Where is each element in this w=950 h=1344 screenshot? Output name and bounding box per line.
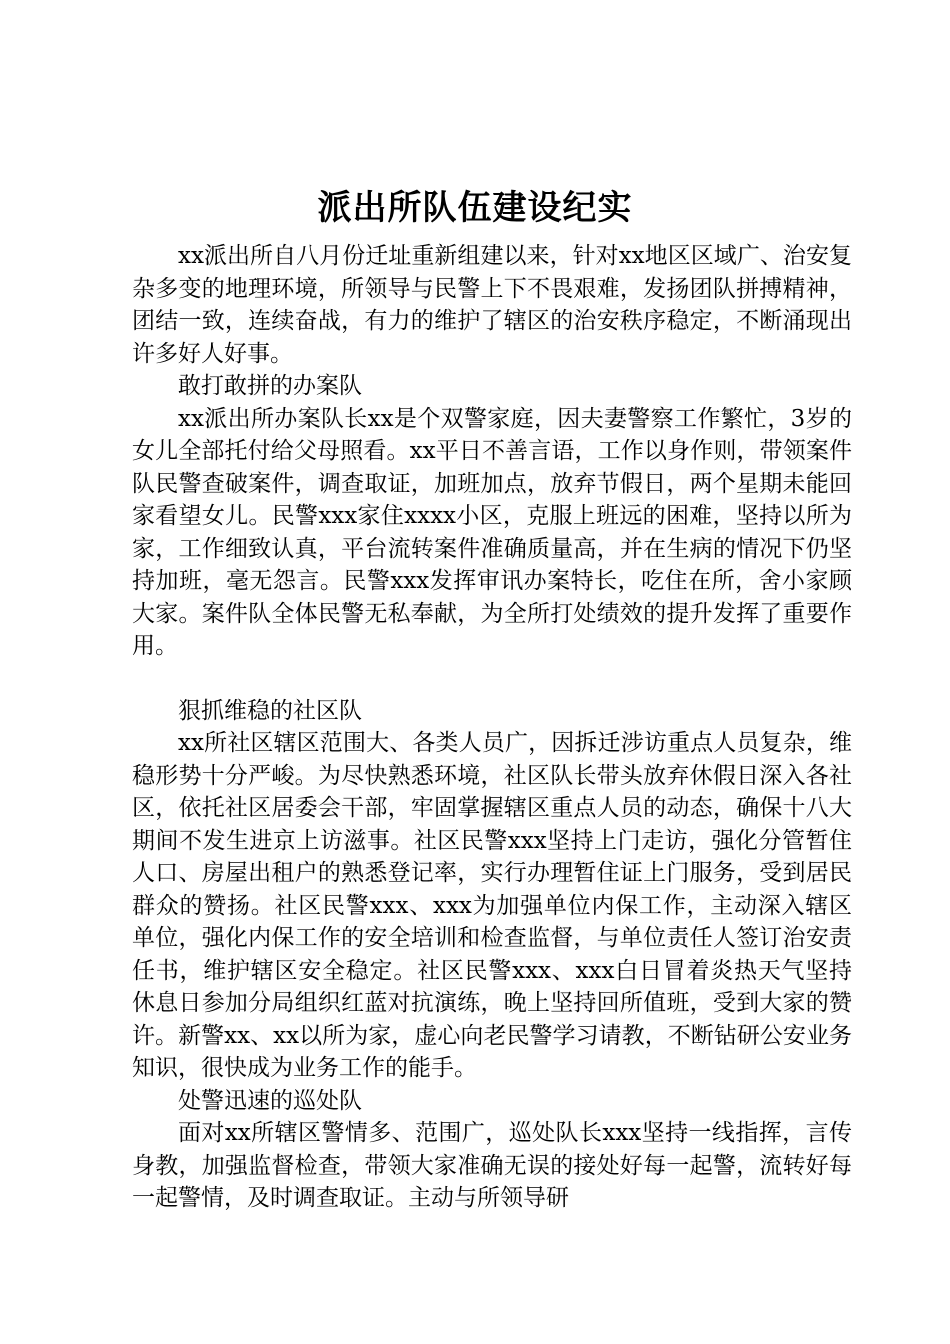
document-title: 派出所队伍建设纪实: [317, 188, 633, 228]
section-paragraph-patrol-team: 面对xx所辖区警情多、范围广，巡处队长xxx坚持一线指挥，言传身教，加强监督检查，带领大家准确无误的接处好每一起警，流转好每一起警情，及时调查取证。主动与所领导研: [132, 1120, 852, 1211]
section-paragraph-case-team: xx派出所办案队长xx是个双警家庭，因夫妻警察工作繁忙，3岁的女儿全部托付给父母照看。xx平日不善言语，工作以身作则，带领案件队民警查破案件，调查取证，加班加点，放弃节假日，两个星期未能回家看望女儿。民警xxx家住xxxx小区，克服上班远的困难，坚持以所为家，工作细致认真，平台流转案件准确质量高，并在生病的情况下仍坚持加班，毫无怨言。民警xxx发挥审讯办案特长，吃住在所，舍小家顾大家。案件队全体民警无私奉献，为全所打处绩效的提升发挥了重要作用。: [132, 405, 852, 659]
document-body: [132, 240, 852, 1215]
section-heading-case-team: 敢打敢拼的办案队: [178, 373, 362, 399]
blank-line: [132, 663, 852, 695]
intro-paragraph: xx派出所自八月份迁址重新组建以来，针对xx地区区域广、治安复杂多变的地理环境，所领导与民警上下不畏艰难，发扬团队拼搏精神，团结一致，连续奋战，有力的维护了辖区的治安秩序稳定，不断涌现出许多好人好事。: [132, 243, 852, 367]
section-heading-patrol-team: 处警迅速的巡处队: [178, 1087, 362, 1114]
section-heading-community-team: 狠抓维稳的社区队: [178, 697, 362, 724]
section-paragraph-community-team: xx所社区辖区范围大、各类人员广，因拆迁涉访重点人员复杂，维稳形势十分严峻。为尽快熟悉环境，社区队长带头放弃休假日深入各社区，依托社区居委会干部，牢固掌握辖区重点人员的动态，确保十八大期间不发生进京上访滋事。社区民警xxx坚持上门走访，强化分管暂住人口、房屋出租户的熟悉登记率，实行办理暂住证上门服务，受到居民群众的赞扬。社区民警xxx、xxx为加强单位内保工作，主动深入辖区单位，强化内保工作的安全培训和检查监督，与单位责任人签订治安责任书，维护辖区安全稳定。社区民警xxx、xxx白日冒着炎热天气坚持休息日参加分局组织红蓝对抗演练，晚上坚持回所值班，受到大家的赞许。新警xx、xx以所为家，虚心向老民警学习请教，不断钻研公安业务知识，很快成为业务工作的能手。: [132, 730, 852, 1081]
